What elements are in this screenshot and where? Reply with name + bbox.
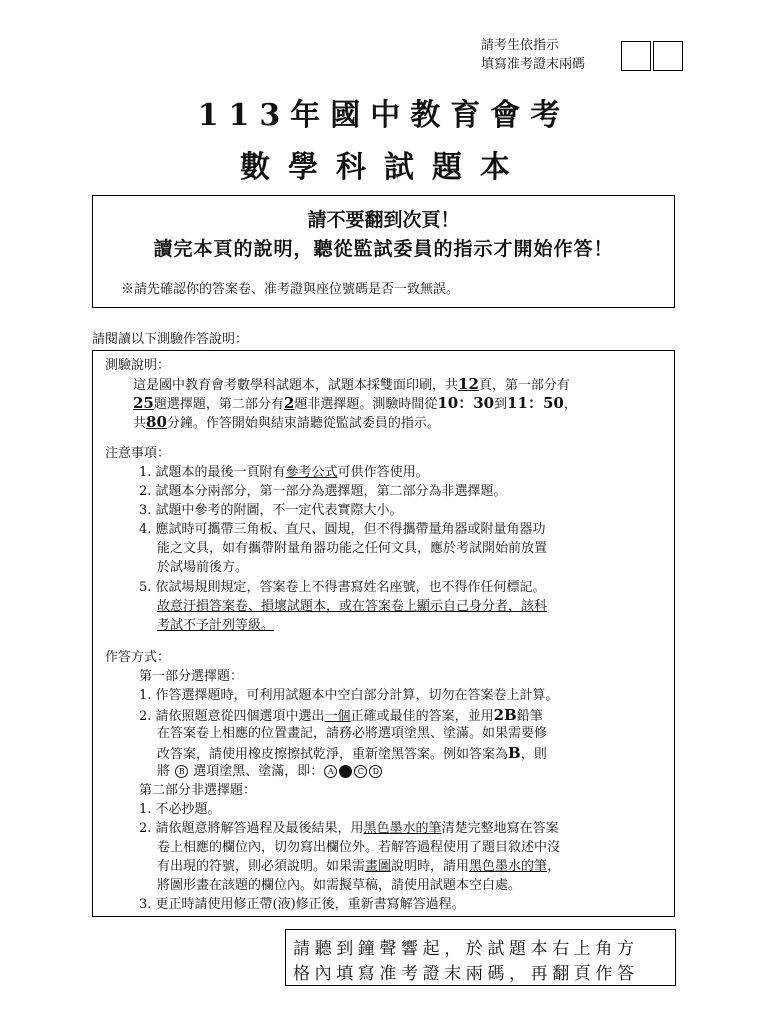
id-instruction-line2: 填寫准考證末兩碼 <box>481 57 586 72</box>
warning-box <box>92 195 675 308</box>
text: 1. 試題本的最後一頁附有 <box>139 465 286 480</box>
text: 共 <box>133 416 147 431</box>
part1-item-2-cont: 在答案卷上相應的位置畫記，請務必將選項塗黑、塗滿。如果需要修 <box>157 726 548 741</box>
text: ， <box>547 859 561 874</box>
part1-item-2 <box>139 706 543 726</box>
id-instruction-line1: 請考生依指示 <box>481 38 560 53</box>
note-1 <box>139 464 429 482</box>
part2-item-3: 3. 更正時請使用修正帶(液)修正後，重新書寫解答過程。 <box>139 897 465 912</box>
note-2: 2. 試題本分兩部分，第一部分為選擇題，第二部分為非選擇題。 <box>139 484 507 499</box>
part2-item-2-cont2 <box>157 858 560 876</box>
text: 題選擇題，第二部分有 <box>153 397 284 412</box>
instructions-box <box>92 350 675 917</box>
note-4-cont2: 於試場前後方。 <box>157 560 249 575</box>
id-instruction <box>481 36 585 74</box>
test-desc-line3 <box>133 413 440 433</box>
part1-item-1: 1. 作答選擇題時，可利用試題本中空白部分計算，切勿在答案卷上計算。 <box>139 688 559 703</box>
text: 分鐘。作答開始與結束請聽從監試委員的指示。 <box>166 416 440 431</box>
answer-heading: 作答方式： <box>105 650 171 665</box>
answer-letter: B <box>508 744 521 762</box>
mc-count: 25 <box>133 394 154 412</box>
page-count: 12 <box>458 375 479 393</box>
option-c-bubble: C <box>354 765 367 778</box>
text: 選項塗黑、塗滿，即： <box>193 764 324 779</box>
pencil-type: 2B <box>493 706 517 724</box>
text: 頁，第一部分有 <box>478 378 570 393</box>
id-digit-box-2[interactable] <box>653 41 683 71</box>
part1-item-2-cont2 <box>157 744 547 764</box>
text: 說明時，請用 <box>391 859 470 874</box>
filled-bubble-icon <box>339 765 352 778</box>
text: 有出現的符號，則必須說明。如果需 <box>157 859 366 874</box>
warning-note: ※請先確認你的答案卷、准考證與座位號碼是否一致無誤。 <box>121 282 460 297</box>
draw-emphasis: 畫圖 <box>365 859 392 874</box>
time-end: 11：50 <box>507 394 564 412</box>
test-desc-line2 <box>133 394 577 414</box>
note-5-cont: 故意汙損答案卷、損壞試題本，或在答案卷上顯示自己身分者，該科 <box>157 599 548 614</box>
black-ink-pen: 黑色墨水的筆 <box>363 821 442 836</box>
text: 到 <box>494 397 508 412</box>
text: 題非選擇題。測驗時間從 <box>294 397 438 412</box>
black-ink-pen-2: 黑色墨水的筆 <box>469 859 548 874</box>
one-emphasis: 一個 <box>324 709 351 724</box>
warning-line-2: 讀完本頁的說明，聽從監試委員的指示才開始作答！ <box>153 238 614 260</box>
text: 將 <box>157 764 171 779</box>
read-instruction: 請閱讀以下測驗作答說明： <box>92 332 249 347</box>
part1-heading: 第一部分選擇題： <box>139 669 244 684</box>
start-instruction-line2: 格內填寫准考證末兩碼，再翻頁作答 <box>293 964 639 984</box>
minutes: 80 <box>146 413 167 431</box>
text: 正確或最佳的答案，並用 <box>350 709 494 724</box>
option-a-bubble: A <box>324 765 337 778</box>
note-4: 4. 應試時可攜帶三角板、直尺、圓規，但不得攜帶量角器或附量角器功 <box>139 522 546 537</box>
part2-item-2-cont: 卷上相應的欄位內，切勿寫出欄位外。若解答過程使用了題目敘述中沒 <box>157 840 561 855</box>
text: 清楚完整地寫在答案 <box>441 821 559 836</box>
test-desc-line1 <box>133 375 570 395</box>
text: ， <box>563 397 577 412</box>
part2-item-1: 1. 不必抄題。 <box>139 802 221 817</box>
note-5: 5. 依試場規則規定，答案卷上不得書寫姓名座號，也不得作任何標記。 <box>139 580 546 595</box>
option-b-bubble: B <box>175 765 188 778</box>
exam-title: 113年國中教育會考 <box>197 98 571 133</box>
warning-line-1: 請不要翻到次頁！ <box>307 209 460 231</box>
time-start: 10：30 <box>437 394 495 412</box>
start-instruction-line1: 請聽到鐘聲響起，於試題本右上角方 <box>293 939 639 959</box>
nmc-count: 2 <box>283 394 295 412</box>
note-4-cont: 能之文具，如有攜帶附量角器功能之任何文具，應於考試開始前放置 <box>157 541 548 556</box>
test-desc-heading: 測驗說明： <box>105 358 171 373</box>
part2-item-2-cont3: 將圖形畫在該題的欄位內。如需擬草稿，請使用試題本空白處。 <box>157 878 522 893</box>
part1-item-2-cont3 <box>157 763 383 781</box>
text: ，則 <box>520 747 547 762</box>
option-d-bubble: D <box>369 765 382 778</box>
text: 2. 請依題意將解答過程及最後結果，用 <box>139 821 364 836</box>
text: 改答案，請使用橡皮擦擦拭乾淨，重新塗黑答案。例如答案為 <box>157 747 509 762</box>
note-5-cont2: 考試不予計列等級。 <box>157 618 275 633</box>
formula-ref: 參考公式 <box>285 465 338 480</box>
text: 可供作答使用。 <box>337 465 429 480</box>
text: 2. 請依照題意從四個選項中選出 <box>139 709 325 724</box>
note-3: 3. 試題中參考的附圖，不一定代表實際大小。 <box>139 503 403 518</box>
start-instruction-box <box>285 929 676 986</box>
text: 這是國中教育會考數學科試題本，試題本採雙面印刷，共 <box>133 378 459 393</box>
part2-item-2 <box>139 820 559 838</box>
booklet-title: 數學科試題本 <box>240 150 528 185</box>
id-digit-box-1[interactable] <box>621 41 651 71</box>
notes-heading: 注意事項： <box>105 446 171 461</box>
part2-heading: 第二部分非選擇題： <box>139 783 257 798</box>
text: 鉛筆 <box>516 709 543 724</box>
